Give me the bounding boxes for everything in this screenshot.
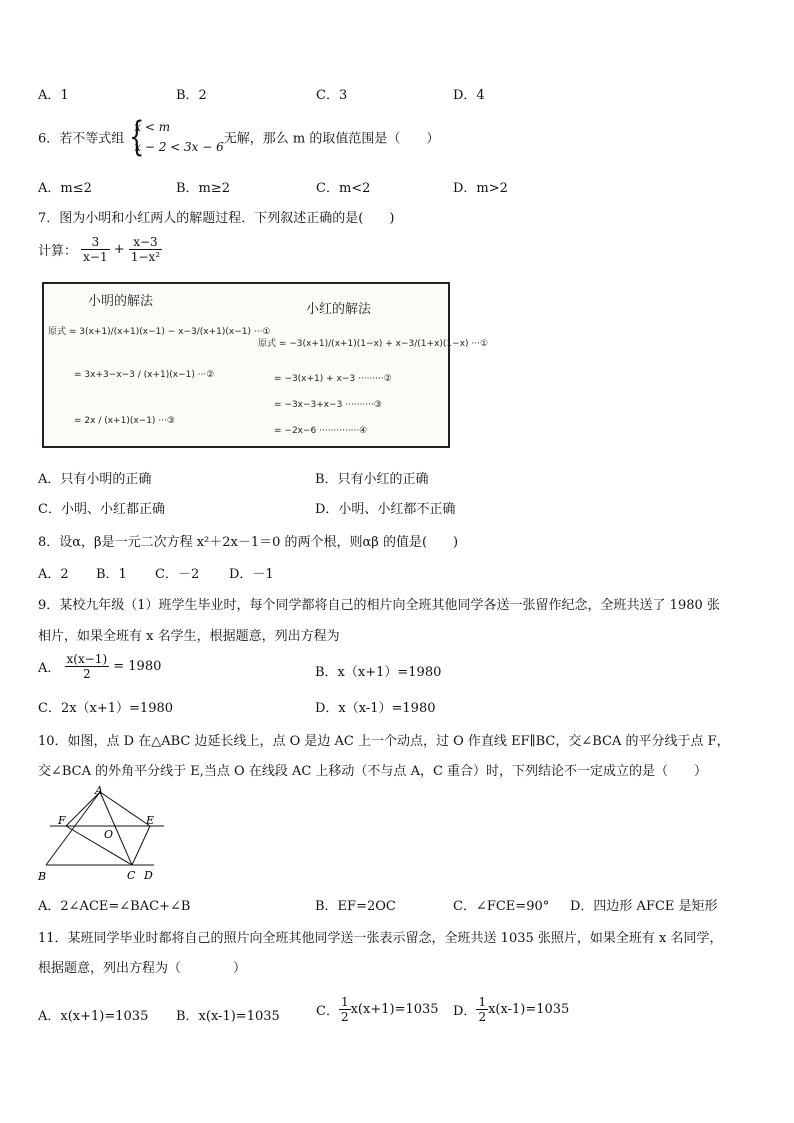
question-7-stem: 7．图为小明和小红两人的解题过程．下列叙述正确的是( ) <box>38 211 395 226</box>
q6-suffix: 无解，那么 m 的取值范围是（ ） <box>223 131 440 147</box>
q10-option-c: C．∠FCE=90° <box>453 899 550 914</box>
label-c: C <box>127 869 136 882</box>
q9-option-d: D．x（x-1）=1980 <box>315 701 436 716</box>
inequality-1: x < m <box>134 120 171 134</box>
label-e: E <box>146 814 155 827</box>
q6-option-c: C．m<2 <box>316 181 371 196</box>
q11-option-a: A．x(x+1)=1035 <box>38 1009 149 1024</box>
q11-option-c-half-den: 2 <box>340 1010 349 1024</box>
q6-option-a: A．m≤2 <box>38 181 92 196</box>
q9-option-c: C．2x（x+1）=1980 <box>38 701 174 716</box>
q9-option-b: B．x（x+1）=1980 <box>315 665 442 680</box>
q10-option-a: A．2∠ACE=∠BAC+∠B <box>38 899 191 914</box>
fraction-2 <box>129 235 162 264</box>
segment-ab <box>46 792 100 865</box>
q11-option-b: B．x(x-1)=1035 <box>176 1009 280 1024</box>
option-a: A．1 <box>38 88 69 103</box>
q8-option-d: D．－1 <box>229 567 274 582</box>
q7-option-b: B．只有小红的正确 <box>315 472 429 487</box>
q6-option-d: D．m>2 <box>453 181 508 196</box>
q8-option-a: A．2 <box>38 567 69 582</box>
q9-option-a-rhs: = 1980 <box>113 659 162 674</box>
solution-image <box>42 282 489 448</box>
q11-option-d-half <box>476 995 488 1024</box>
q10-option-d: D．四边形 AFCE 是矩形 <box>570 899 718 914</box>
xiaoming-step-2: = 3x+3−x−3 / (x+1)(x−1) ···② <box>74 370 215 380</box>
fraction-2-den: 1−x² <box>130 250 161 264</box>
inequality-2: x − 2 < 3x − 6 <box>134 140 224 154</box>
fraction-1-den: x−1 <box>83 250 108 264</box>
q7-option-c: C．小明、小红都正确 <box>38 502 165 517</box>
q9-option-a-fraction <box>65 652 110 681</box>
question-9-stem-1: 9．某校九年级（1）班学生毕业时，每个同学都将自己的相片向全班其他同学各送一张留作纪念，全班共送了 1980 张 <box>38 598 720 613</box>
q11-option-c-half-num: 1 <box>340 995 349 1009</box>
xiaohong-step-3: = −3x−3+x−3 ··········③ <box>274 400 382 410</box>
segment-fc <box>66 826 132 865</box>
xiaohong-title: 小红的解法 <box>306 302 372 317</box>
xiaoming-title: 小明的解法 <box>88 294 154 309</box>
label-f: F <box>58 814 66 827</box>
q7-option-a: A．只有小明的正确 <box>38 472 152 487</box>
fraction-2-num: x−3 <box>129 235 162 250</box>
q11-option-d-rest: x(x-1)=1035 <box>488 1002 570 1017</box>
q11-option-c-half <box>339 995 351 1024</box>
xiaohong-step-1: 原式 = −3(x+1)/(x+1)(1−x) + x−3/(1+x)(1−x) ···① <box>258 339 489 349</box>
q11-option-c-rest: x(x+1)=1035 <box>350 1002 439 1017</box>
geometry-figure <box>36 784 166 884</box>
question-10-stem-2: 交∠BCA 的外角平分线于 E,当点 O 在线段 AC 上移动（不与点 A，C 重合）时，下列结论不一定成立的是（ ） <box>38 764 708 779</box>
q11-option-c <box>316 995 439 1024</box>
q8-option-b: B．1 <box>96 567 127 582</box>
q11-option-d-half-num: 1 <box>478 995 487 1009</box>
question-11-stem-1: 11．某班同学毕业时都将自己的照片向全班其他同学送一张表示留念，全班共送 1035 张照片，如果全班有 x 名同学， <box>38 931 723 946</box>
label-d: D <box>144 869 153 882</box>
xiaohong-step-4: = −2x−6 ··············④ <box>274 426 368 436</box>
question-8-stem: 8．设α，β是一元二次方程 x²＋2x－1＝0 的两个根，则αβ 的值是( ) <box>38 535 459 550</box>
fraction-1 <box>81 235 109 264</box>
q10-option-b: B．EF=2OC <box>315 899 396 914</box>
label-b: B <box>38 870 47 883</box>
question-11-stem-2: 根据题意，列出方程为（ ） <box>38 961 247 976</box>
q11-option-d-label: D． <box>453 1004 477 1019</box>
q9-option-a-label: A． <box>38 661 61 676</box>
q11-option-c-label: C． <box>316 1004 339 1019</box>
q11-option-d-half-den: 2 <box>478 1010 487 1024</box>
plus-sign: + <box>113 242 125 257</box>
label-o: O <box>104 828 114 841</box>
xiaoming-step-3: = 2x / (x+1)(x−1) ···③ <box>74 416 175 426</box>
segment-ec <box>132 826 150 865</box>
question-6 <box>38 114 440 160</box>
xiaoming-step-1: 原式 = 3(x+1)/(x+1)(x−1) − x−3/(x+1)(x−1) ···① <box>48 327 271 337</box>
q7-calc <box>38 235 162 264</box>
inequality-system: { x < m x − 2 < 3x − 6 <box>129 114 224 160</box>
fraction-1-num: 3 <box>81 235 109 250</box>
option-c: C．3 <box>316 88 348 103</box>
q9-option-a-den: 2 <box>83 667 91 681</box>
question-10-stem-1: 10．如图，点 D 在△ABC 边延长线上，点 O 是边 AC 上一个动点，过 O 作直线 EF∥BC，交∠BCA 的平分线于点 F， <box>38 734 730 749</box>
q11-option-d <box>453 995 569 1024</box>
q8-option-c: C．－2 <box>155 567 200 582</box>
label-a: A <box>95 784 103 797</box>
q6-prefix: 6．若不等式组 <box>38 131 125 147</box>
option-d: D．4 <box>453 88 485 103</box>
calc-label: 计算： <box>38 244 78 259</box>
option-b: B．2 <box>176 88 207 103</box>
question-9-stem-2: 相片，如果全班有 x 名学生，根据题意，列出方程为 <box>38 629 340 644</box>
q9-option-a <box>38 652 161 681</box>
q9-option-a-num: x(x−1) <box>66 652 108 666</box>
q7-option-d: D．小明、小红都不正确 <box>315 502 456 517</box>
xiaohong-step-2: = −3(x+1) + x−3 ·········② <box>274 374 392 384</box>
segment-af <box>66 792 100 826</box>
q6-option-b: B．m≥2 <box>176 181 231 196</box>
